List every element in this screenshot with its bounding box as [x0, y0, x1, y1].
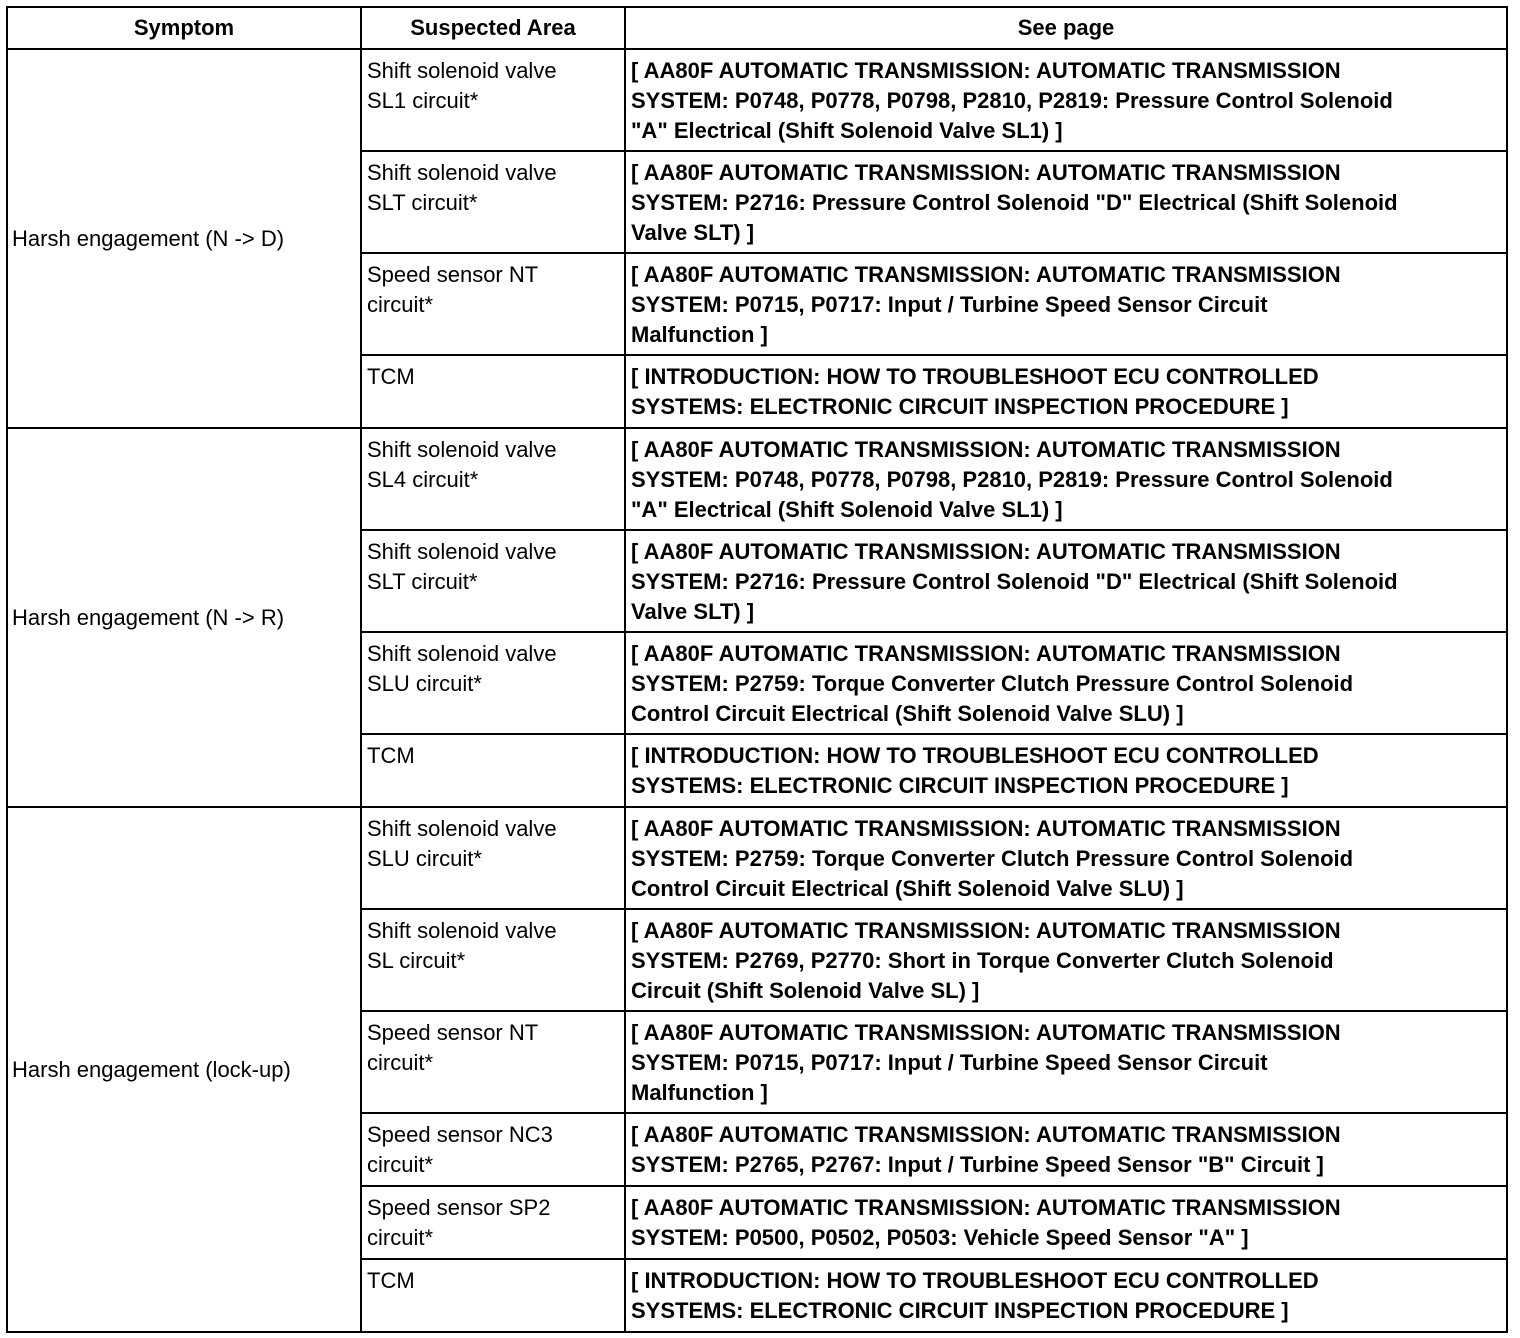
see-page-line: Valve SLT) ]: [631, 599, 755, 624]
suspected-area-cell: [361, 530, 625, 632]
suspected-area-line: SLU circuit*: [367, 671, 482, 696]
suspected-area-cell: [361, 355, 625, 428]
suspected-area-line: TCM: [367, 1268, 415, 1293]
suspected-area-line: circuit*: [367, 1225, 434, 1250]
suspected-area-line: Speed sensor NC3: [367, 1122, 553, 1147]
see-page-line: SYSTEM: P0715, P0717: Input / Turbine Speed Sensor Circuit: [631, 1050, 1268, 1075]
suspected-area-line: SLT circuit*: [367, 569, 478, 594]
see-page-line: SYSTEM: P2716: Pressure Control Solenoid "D" Electrical (Shift Solenoid: [631, 569, 1398, 594]
suspected-area-cell: [361, 49, 625, 151]
suspected-area-line: Shift solenoid valve: [367, 437, 557, 462]
see-page-link-cell[interactable]: [625, 355, 1507, 428]
see-page-line: [ AA80F AUTOMATIC TRANSMISSION: AUTOMATIC TRANSMISSION: [631, 539, 1341, 564]
see-page-link-cell[interactable]: [625, 1113, 1507, 1186]
symptom-cell: Harsh engagement (N -> R): [7, 428, 361, 807]
see-page-line: SYSTEM: P0748, P0778, P0798, P2810, P2819: Pressure Control Solenoid: [631, 88, 1393, 113]
table-row: [7, 49, 1507, 151]
see-page-line: SYSTEM: P0715, P0717: Input / Turbine Speed Sensor Circuit: [631, 292, 1268, 317]
suspected-area-cell: [361, 734, 625, 807]
suspected-area-line: SL circuit*: [367, 948, 466, 973]
see-page-link-cell[interactable]: [625, 253, 1507, 355]
see-page-line: "A" Electrical (Shift Solenoid Valve SL1) ]: [631, 118, 1063, 143]
suspected-area-line: SL4 circuit*: [367, 467, 479, 492]
suspected-area-line: circuit*: [367, 1050, 434, 1075]
see-page-link-cell[interactable]: [625, 428, 1507, 530]
see-page-line: [ AA80F AUTOMATIC TRANSMISSION: AUTOMATIC TRANSMISSION: [631, 437, 1341, 462]
see-page-line: Circuit (Shift Solenoid Valve SL) ]: [631, 978, 980, 1003]
header-suspected-area: Suspected Area: [361, 7, 625, 49]
see-page-line: SYSTEM: P2759: Torque Converter Clutch Pressure Control Solenoid: [631, 671, 1354, 696]
table-row: [7, 807, 1507, 909]
see-page-link-cell[interactable]: [625, 151, 1507, 253]
see-page-line: [ INTRODUCTION: HOW TO TROUBLESHOOT ECU CONTROLLED: [631, 364, 1319, 389]
header-see-page: See page: [625, 7, 1507, 49]
see-page-link-cell[interactable]: [625, 1259, 1507, 1332]
see-page-line: [ AA80F AUTOMATIC TRANSMISSION: AUTOMATIC TRANSMISSION: [631, 160, 1341, 185]
see-page-link-cell[interactable]: [625, 632, 1507, 734]
see-page-line: [ AA80F AUTOMATIC TRANSMISSION: AUTOMATIC TRANSMISSION: [631, 641, 1341, 666]
see-page-line: Valve SLT) ]: [631, 220, 755, 245]
suspected-area-line: Shift solenoid valve: [367, 816, 557, 841]
suspected-area-cell: [361, 909, 625, 1011]
see-page-line: [ INTRODUCTION: HOW TO TROUBLESHOOT ECU CONTROLLED: [631, 1268, 1319, 1293]
suspected-area-cell: [361, 253, 625, 355]
see-page-line: SYSTEM: P2769, P2770: Short in Torque Converter Clutch Solenoid: [631, 948, 1334, 973]
suspected-area-cell: [361, 1186, 625, 1259]
see-page-link-cell[interactable]: [625, 1186, 1507, 1259]
suspected-area-line: Speed sensor SP2: [367, 1195, 551, 1220]
header-symptom: Symptom: [7, 7, 361, 49]
see-page-line: [ AA80F AUTOMATIC TRANSMISSION: AUTOMATIC TRANSMISSION: [631, 1020, 1341, 1045]
see-page-link-cell[interactable]: [625, 909, 1507, 1011]
see-page-line: [ AA80F AUTOMATIC TRANSMISSION: AUTOMATIC TRANSMISSION: [631, 816, 1341, 841]
suspected-area-cell: [361, 632, 625, 734]
suspected-area-line: Shift solenoid valve: [367, 58, 557, 83]
see-page-line: SYSTEM: P2759: Torque Converter Clutch Pressure Control Solenoid: [631, 846, 1354, 871]
see-page-line: "A" Electrical (Shift Solenoid Valve SL1) ]: [631, 497, 1063, 522]
see-page-line: [ AA80F AUTOMATIC TRANSMISSION: AUTOMATIC TRANSMISSION: [631, 918, 1341, 943]
see-page-line: [ AA80F AUTOMATIC TRANSMISSION: AUTOMATIC TRANSMISSION: [631, 1122, 1341, 1147]
see-page-line: SYSTEMS: ELECTRONIC CIRCUIT INSPECTION PROCEDURE ]: [631, 773, 1289, 798]
suspected-area-line: circuit*: [367, 1152, 434, 1177]
suspected-area-line: SL1 circuit*: [367, 88, 479, 113]
symptom-cell: Harsh engagement (N -> D): [7, 49, 361, 428]
suspected-area-line: TCM: [367, 364, 415, 389]
header-row: [7, 7, 1507, 49]
suspected-area-cell: [361, 151, 625, 253]
see-page-line: [ AA80F AUTOMATIC TRANSMISSION: AUTOMATIC TRANSMISSION: [631, 58, 1341, 83]
see-page-link-cell[interactable]: [625, 530, 1507, 632]
see-page-line: SYSTEMS: ELECTRONIC CIRCUIT INSPECTION PROCEDURE ]: [631, 1298, 1289, 1323]
see-page-line: SYSTEMS: ELECTRONIC CIRCUIT INSPECTION PROCEDURE ]: [631, 394, 1289, 419]
suspected-area-cell: [361, 1113, 625, 1186]
see-page-line: SYSTEM: P2716: Pressure Control Solenoid "D" Electrical (Shift Solenoid: [631, 190, 1398, 215]
see-page-line: Control Circuit Electrical (Shift Solenoid Valve SLU) ]: [631, 876, 1184, 901]
suspected-area-line: Shift solenoid valve: [367, 918, 557, 943]
see-page-line: SYSTEM: P0500, P0502, P0503: Vehicle Speed Sensor "A" ]: [631, 1225, 1249, 1250]
see-page-line: [ AA80F AUTOMATIC TRANSMISSION: AUTOMATIC TRANSMISSION: [631, 1195, 1341, 1220]
see-page-link-cell[interactable]: [625, 734, 1507, 807]
suspected-area-line: Speed sensor NT: [367, 1020, 539, 1045]
see-page-link-cell[interactable]: [625, 49, 1507, 151]
suspected-area-line: Shift solenoid valve: [367, 160, 557, 185]
suspected-area-cell: [361, 807, 625, 909]
suspected-area-line: circuit*: [367, 292, 434, 317]
see-page-line: Malfunction ]: [631, 322, 768, 347]
see-page-line: SYSTEM: P0748, P0778, P0798, P2810, P2819: Pressure Control Solenoid: [631, 467, 1393, 492]
see-page-line: Control Circuit Electrical (Shift Solenoid Valve SLU) ]: [631, 701, 1184, 726]
see-page-line: Malfunction ]: [631, 1080, 768, 1105]
suspected-area-line: TCM: [367, 743, 415, 768]
see-page-link-cell[interactable]: [625, 807, 1507, 909]
suspected-area-line: Shift solenoid valve: [367, 539, 557, 564]
suspected-area-cell: [361, 1259, 625, 1332]
suspected-area-line: SLU circuit*: [367, 846, 482, 871]
see-page-line: SYSTEM: P2765, P2767: Input / Turbine Speed Sensor "B" Circuit ]: [631, 1152, 1324, 1177]
table-row: [7, 428, 1507, 530]
suspected-area-line: SLT circuit*: [367, 190, 478, 215]
see-page-line: [ AA80F AUTOMATIC TRANSMISSION: AUTOMATIC TRANSMISSION: [631, 262, 1341, 287]
suspected-area-line: Speed sensor NT: [367, 262, 539, 287]
table-body: [7, 49, 1507, 1332]
suspected-area-line: Shift solenoid valve: [367, 641, 557, 666]
see-page-line: [ INTRODUCTION: HOW TO TROUBLESHOOT ECU CONTROLLED: [631, 743, 1319, 768]
see-page-link-cell[interactable]: [625, 1011, 1507, 1113]
suspected-area-cell: [361, 428, 625, 530]
symptom-cell: Harsh engagement (lock-up): [7, 807, 361, 1332]
suspected-area-cell: [361, 1011, 625, 1113]
troubleshooting-table: [6, 6, 1508, 1333]
